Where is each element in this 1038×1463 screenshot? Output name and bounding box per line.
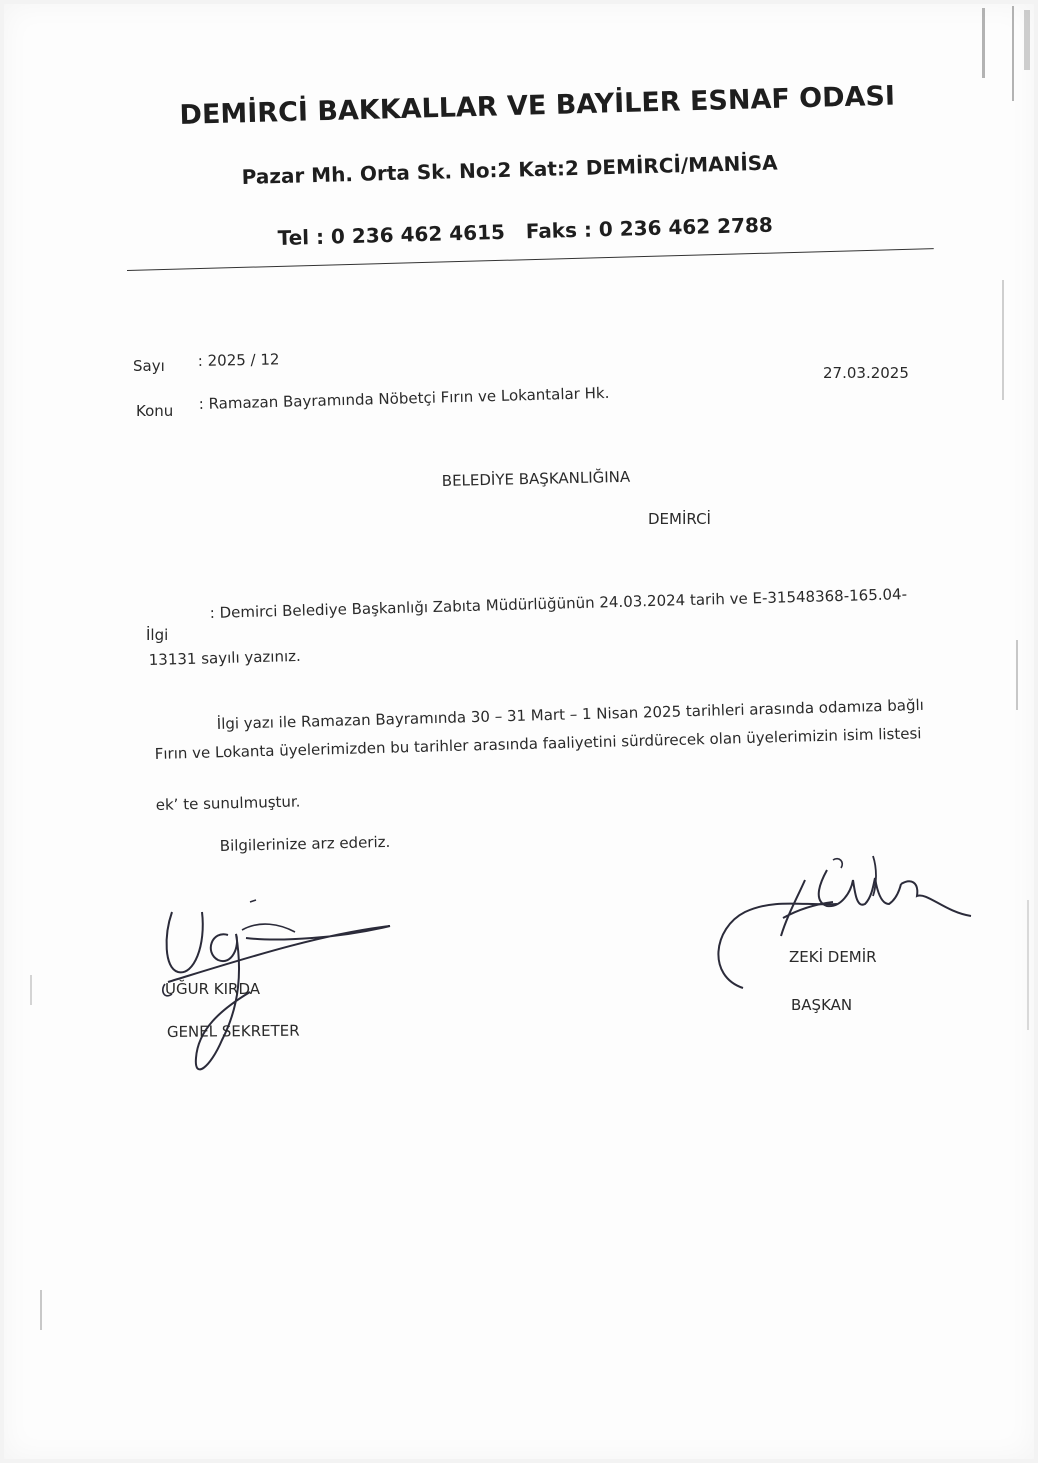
scan-edge-noise bbox=[982, 8, 985, 78]
reference-line-1: : Demirci Belediye Başkanlığı Zabıta Müdürlüğünün 24.03.2024 tarih ve E-31548368-165.04- bbox=[209, 585, 908, 622]
letter-date: 27.03.2025 bbox=[823, 364, 909, 382]
body-line-2: Fırın ve Lokanta üyelerimizden bu tarihler arasında faaliyetini sürdürecek olan üyelerimizin isim listesi bbox=[154, 724, 922, 763]
scan-edge-noise bbox=[40, 1290, 42, 1330]
recipient-place: DEMİRCİ bbox=[648, 510, 711, 528]
konu-value: : Ramazan Bayramında Nöbetçi Fırın ve Lokantalar Hk. bbox=[198, 383, 610, 413]
right-signature bbox=[705, 848, 985, 998]
right-signatory-name: ZEKİ DEMİR bbox=[789, 948, 877, 966]
recipient-title: BELEDİYE BAŞKANLIĞINA bbox=[441, 467, 631, 490]
left-signatory-name: UĞUR KIRDA bbox=[165, 980, 261, 998]
organization-address: Pazar Mh. Orta Sk. No:2 Kat:2 DEMİRCİ/MANİSA bbox=[241, 150, 778, 189]
closing-line: Bilgilerinize arz ederiz. bbox=[219, 832, 391, 855]
body-line-3: ek’ te sunulmuştur. bbox=[155, 792, 301, 814]
konu-label: Konu bbox=[136, 402, 174, 420]
right-signatory-title: BAŞKAN bbox=[791, 996, 853, 1014]
scan-edge-noise bbox=[1002, 280, 1004, 400]
scan-edge-noise bbox=[1024, 10, 1030, 70]
reference-label: İlgi bbox=[146, 626, 169, 644]
scan-edge-noise bbox=[1012, 6, 1014, 101]
sayi-label: Sayı bbox=[133, 357, 165, 375]
body-line-1: İlgi yazı ile Ramazan Bayramında 30 – 31 Mart – 1 Nisan 2025 tarihleri arasında odamıza bağlı bbox=[216, 695, 925, 733]
left-signatory-title: GENEL SEKRETER bbox=[166, 1021, 300, 1041]
sayi-value: : 2025 / 12 bbox=[197, 350, 280, 370]
scan-edge-noise bbox=[1027, 900, 1029, 1030]
reference-line-2: 13131 sayılı yazınız. bbox=[148, 646, 302, 669]
organization-name: DEMİRCİ BAKKALLAR VE BAYİLER ESNAF ODASI bbox=[179, 80, 896, 131]
scan-edge-noise bbox=[30, 975, 32, 1005]
scan-edge-noise bbox=[1016, 640, 1018, 710]
organization-contact: Tel : 0 236 462 4615 Faks : 0 236 462 2788 bbox=[277, 212, 774, 250]
